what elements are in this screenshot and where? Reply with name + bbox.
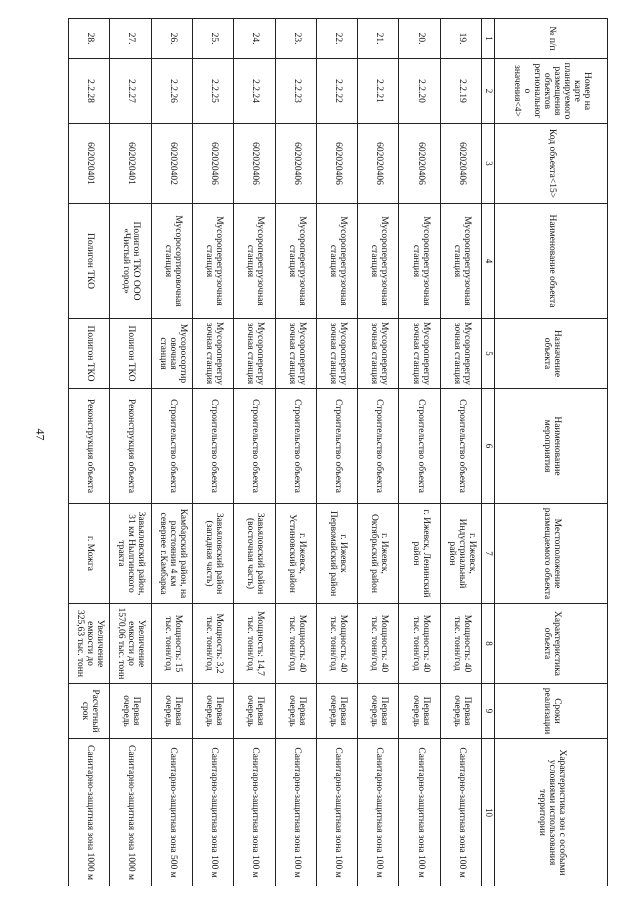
table-cell: Санитарно-защитная зона 100 м <box>234 739 275 887</box>
table-cell: Мусороперегрузочная станция <box>399 204 440 319</box>
table-cell: Увеличение емкости до 325,63 тыс. тонн <box>69 604 110 684</box>
table-cell: г. Ижевск, Ленинский район <box>399 504 440 604</box>
table-cell: Мусороперегрузочная станция <box>234 204 275 319</box>
table-cell: Строительство объекта <box>316 389 357 504</box>
table-cell: Реконструкция объекта <box>110 389 151 504</box>
table-cell: Первая очередь <box>192 684 233 739</box>
table-cell: Мощность: 15 тыс. тонн/год <box>151 604 192 684</box>
table-cell: Первая очередь <box>110 684 151 739</box>
table-cell: 24. <box>234 19 275 59</box>
column-number: 10 <box>482 739 495 887</box>
planned-objects-table <box>68 18 608 886</box>
table-cell: 2.2.26 <box>151 59 192 124</box>
table-cell: Первая очередь <box>316 684 357 739</box>
table-cell: Санитарно-защитная зона 1000 м <box>69 739 110 887</box>
header-cell: Назначение объекта <box>495 319 608 389</box>
table-cell: Санитарно-защитная зона 100 м <box>440 739 481 887</box>
table-cell: Мусороперегрузочная станция <box>440 204 481 319</box>
table-cell: 602020406 <box>192 124 233 204</box>
table-cell: Реконструкция объекта <box>69 389 110 504</box>
table-cell: Завьяловский район (западная часть) <box>192 504 233 604</box>
table-cell: Мусороперегрузочная станция <box>399 319 440 389</box>
table-row <box>110 19 151 887</box>
column-number-row <box>482 19 495 887</box>
table-row <box>234 19 275 887</box>
table-row <box>358 19 399 887</box>
table-cell: Мощность: 40 тыс. тонн/год <box>399 604 440 684</box>
table-cell: 602020401 <box>69 124 110 204</box>
page-number: 47 <box>33 428 48 441</box>
table-cell: 20. <box>399 19 440 59</box>
header-cell: Характеристика зон с особыми условиями использования территории <box>495 739 608 887</box>
table-cell: Мусороперегрузочная станция <box>275 319 316 389</box>
table-cell: Мощность: 40 тыс. тонн/год <box>275 604 316 684</box>
table-cell: Санитарно-защитная зона 100 м <box>192 739 233 887</box>
table-cell: Санитарно-защитная зона 1000 м <box>110 739 151 887</box>
column-number: 9 <box>482 684 495 739</box>
table-cell: 23. <box>275 19 316 59</box>
table-cell: г. Ижевск, Октябрьский район <box>358 504 399 604</box>
table-cell: 19. <box>440 19 481 59</box>
table-cell: 26. <box>151 19 192 59</box>
table-cell: г. Ижевск, Индустриальный район <box>440 504 481 604</box>
header-cell: № п/п <box>495 19 608 59</box>
table-cell: г. Ижевск, Устиновский район <box>275 504 316 604</box>
table-cell: 2.2.23 <box>275 59 316 124</box>
table-cell: 602020406 <box>399 124 440 204</box>
table-cell: 602020406 <box>440 124 481 204</box>
table-cell: Мусороперегрузочная станция <box>316 204 357 319</box>
table-cell: 25. <box>192 19 233 59</box>
table-cell: Мусороперегрузочная станция <box>440 319 481 389</box>
table-cell: 21. <box>358 19 399 59</box>
table-cell: Мусороперегрузочная станция <box>358 319 399 389</box>
table-cell: Полигон ТКО <box>69 204 110 319</box>
column-number: 3 <box>482 124 495 204</box>
table-cell: 2.2.20 <box>399 59 440 124</box>
table-cell: 602020406 <box>275 124 316 204</box>
table-cell: Санитарно-защитная зона 100 м <box>316 739 357 887</box>
table-cell: 2.2.21 <box>358 59 399 124</box>
table-cell: Мусороперегрузочная станция <box>192 319 233 389</box>
header-cell: Наименование мероприятия <box>495 389 608 504</box>
table-cell: г. Ижевск Первомайский район <box>316 504 357 604</box>
table-cell: Мощность: 14,7 тыс. тонн/год <box>234 604 275 684</box>
table-cell: Мощность: 3,2 тыс. тонн/год <box>192 604 233 684</box>
table-cell: 602020406 <box>234 124 275 204</box>
table-cell: Первая очередь <box>358 684 399 739</box>
table-cell: Расчетный срок <box>69 684 110 739</box>
table-cell: Камбарский район, на расстоянии 4 км севернее г.Камбарка <box>151 504 192 604</box>
table-cell: Строительство объекта <box>234 389 275 504</box>
table-cell: 2.2.24 <box>234 59 275 124</box>
header-cell: Местоположение размещаемого объекта <box>495 504 608 604</box>
column-number: 6 <box>482 389 495 504</box>
table-cell: Строительство объекта <box>151 389 192 504</box>
table-row <box>192 19 233 887</box>
table-cell: 602020402 <box>151 124 192 204</box>
column-number: 2 <box>482 59 495 124</box>
table-body <box>69 19 482 887</box>
table-cell: Санитарно-защитная зона 100 м <box>399 739 440 887</box>
table-cell: 2.2.28 <box>69 59 110 124</box>
table-cell: Санитарно-защитная зона 100 м <box>358 739 399 887</box>
table-cell: 602020406 <box>316 124 357 204</box>
table-cell: Мощность: 40 тыс. тонн/год <box>358 604 399 684</box>
table-cell: Первая очередь <box>440 684 481 739</box>
table-cell: Увеличение емкости до 1570,06 тыс. тонн <box>110 604 151 684</box>
column-number: 5 <box>482 319 495 389</box>
table-row <box>275 19 316 887</box>
table-cell: Мусоросортировочная станция <box>151 319 192 389</box>
table-row <box>440 19 481 887</box>
table-cell: Первая очередь <box>151 684 192 739</box>
table-row <box>151 19 192 887</box>
table-cell: Мусороперегрузочная станция <box>275 204 316 319</box>
table-header-row <box>495 19 608 887</box>
table-cell: Санитарно-защитная зона 100 м <box>275 739 316 887</box>
table-cell: 27. <box>110 19 151 59</box>
table-cell: Санитарно-защитная зона 500 м <box>151 739 192 887</box>
table-cell: Завьяловский район (восточная часть) <box>234 504 275 604</box>
table-cell: Полигон ТКО <box>110 319 151 389</box>
header-cell: Код объекта<15> <box>495 124 608 204</box>
table-cell: Первая очередь <box>234 684 275 739</box>
table-cell: Мощность: 40 тыс. тонн/год <box>316 604 357 684</box>
table-cell: Мощность: 40 тыс. тонн/год <box>440 604 481 684</box>
table-cell: 28. <box>69 19 110 59</box>
table-cell: Строительство объекта <box>275 389 316 504</box>
table-cell: Завьяловский район, 31 км Нылгинского тракта <box>110 504 151 604</box>
table-cell: 2.2.27 <box>110 59 151 124</box>
table-cell: 2.2.25 <box>192 59 233 124</box>
table-cell: 22. <box>316 19 357 59</box>
table-cell: Первая очередь <box>399 684 440 739</box>
header-cell: Характеристика объекта <box>495 604 608 684</box>
table-cell: 602020406 <box>358 124 399 204</box>
table-cell: 2.2.22 <box>316 59 357 124</box>
table-cell: Первая очередь <box>275 684 316 739</box>
table-cell: г. Можга <box>69 504 110 604</box>
table-row <box>69 19 110 887</box>
table-cell: Строительство объекта <box>192 389 233 504</box>
column-number: 4 <box>482 204 495 319</box>
table-row <box>316 19 357 887</box>
table-cell: 2.2.19 <box>440 59 481 124</box>
header-cell: Номер на карте планируемого размещения объектов регионального значения<4> <box>495 59 608 124</box>
table-cell: 602020401 <box>110 124 151 204</box>
header-cell: Наименование объекта <box>495 204 608 319</box>
column-number: 1 <box>482 19 495 59</box>
rotated-table-frame <box>68 18 608 886</box>
table-cell: Мусоросортировочная станция <box>151 204 192 319</box>
table-container <box>68 18 608 886</box>
column-number: 7 <box>482 504 495 604</box>
table-cell: Мусороперегрузочная станция <box>234 319 275 389</box>
table-cell: Полигон ТКО ООО «Чистый город» <box>110 204 151 319</box>
table-cell: Строительство объекта <box>399 389 440 504</box>
table-row <box>399 19 440 887</box>
table-cell: Мусороперегрузочная станция <box>316 319 357 389</box>
table-cell: Полигон ТКО <box>69 319 110 389</box>
table-cell: Строительство объекта <box>358 389 399 504</box>
header-cell: Сроки реализации <box>495 684 608 739</box>
table-cell: Мусороперегрузочная станция <box>358 204 399 319</box>
table-cell: Строительство объекта <box>440 389 481 504</box>
table-cell: Мусороперегрузочная станция <box>192 204 233 319</box>
column-number: 8 <box>482 604 495 684</box>
